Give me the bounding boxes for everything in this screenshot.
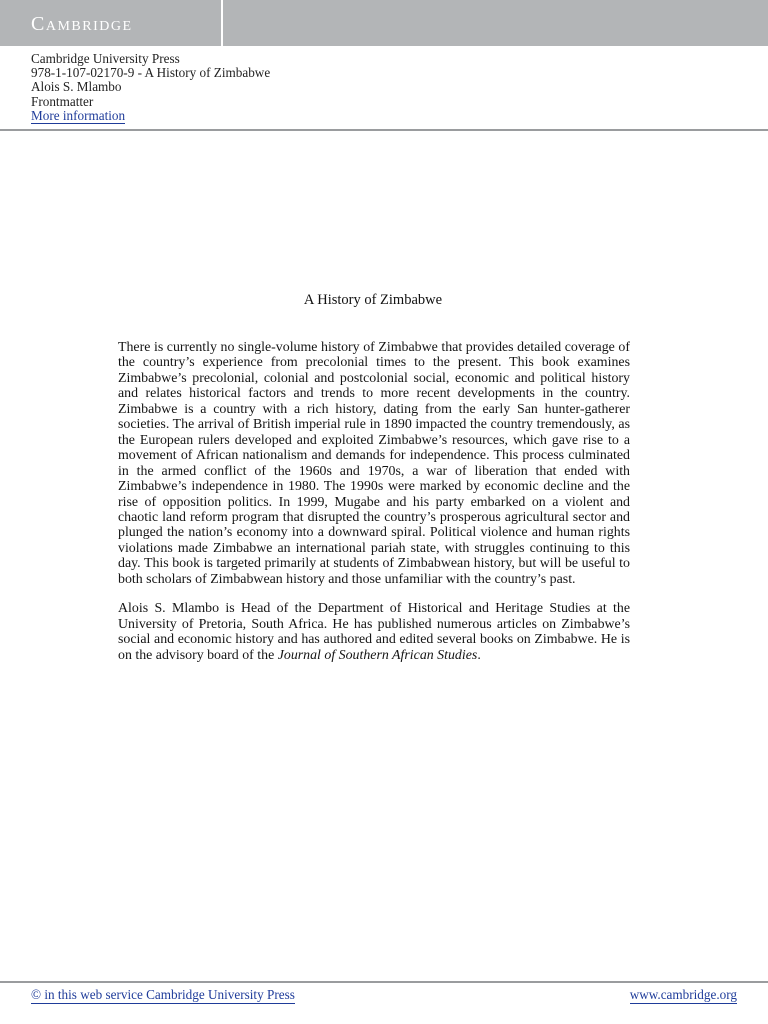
header-bar xyxy=(0,0,768,46)
isbn-title: 978-1-107-02170-9 - A History of Zimbabwe xyxy=(31,65,271,81)
footer-rule xyxy=(0,981,768,983)
header-divider xyxy=(221,0,223,46)
author-bio-paragraph xyxy=(118,601,630,663)
bio-text: Alois S. Mlambo is Head of the Department of Historical and Heritage Studies at the University of Pretoria, South Africa. He has published numerous articles on Zimbabwe’s social and economic history and has authored and edited several books on Zimbabwe. He is on the advisory board of the xyxy=(118,601,630,663)
bio-end: . xyxy=(477,647,481,663)
book-metadata xyxy=(31,52,531,123)
cambridge-logo: Cambridge xyxy=(31,13,133,35)
author-name: Alois S. Mlambo xyxy=(31,79,122,95)
journal-name: Journal of Southern African Studies xyxy=(277,647,478,663)
book-description xyxy=(118,340,630,677)
section-label: Frontmatter xyxy=(31,93,94,109)
abstract-paragraph: There is currently no single-volume history of Zimbabwe that provides detailed coverage of the country’s experience from precolonial times to the present. This book examines Zimbabwe’s precolonial, colonial and postcolonial social, economic and political history and relates historical factors and trends to more recent developments in the country. Zimbabwe is a country with a rich history, dating from the early San hunter-gatherer societies. The arrival of British imperial rule in 1890 impacted the country tremendously, as the European rulers developed and exploited Zimbabwe’s resources, which gave rise to a movement of African nationalism and demands for independence. This process culminated in the armed conflict of the 1960s and 1970s, a war of liberation that ended with Zimbabwe’s independence in 1980. The 1990s were marked by economic decline and the rise of opposition politics. In 1999, Mugabe and his party embarked on a violent and chaotic land reform program that disrupted the country’s prosperous agricultural sector and plunged the nation’s economy into a downward spiral. Political violence and human rights violations made Zimbabwe an international pariah state, with struggles continuing to this day. This book is targeted primarily at students of Zimbabwean history, but will be useful to both scholars of Zimbabwean history and those unfamiliar with the country’s past. xyxy=(118,340,630,587)
more-information-link[interactable]: More information xyxy=(31,107,126,123)
copyright-link[interactable]: © in this web service Cambridge University Press xyxy=(31,987,295,1002)
publisher-name: Cambridge University Press xyxy=(31,51,180,66)
website-link[interactable]: www.cambridge.org xyxy=(629,987,737,1002)
header-rule xyxy=(0,129,768,131)
page-title: A History of Zimbabwe xyxy=(303,292,443,308)
